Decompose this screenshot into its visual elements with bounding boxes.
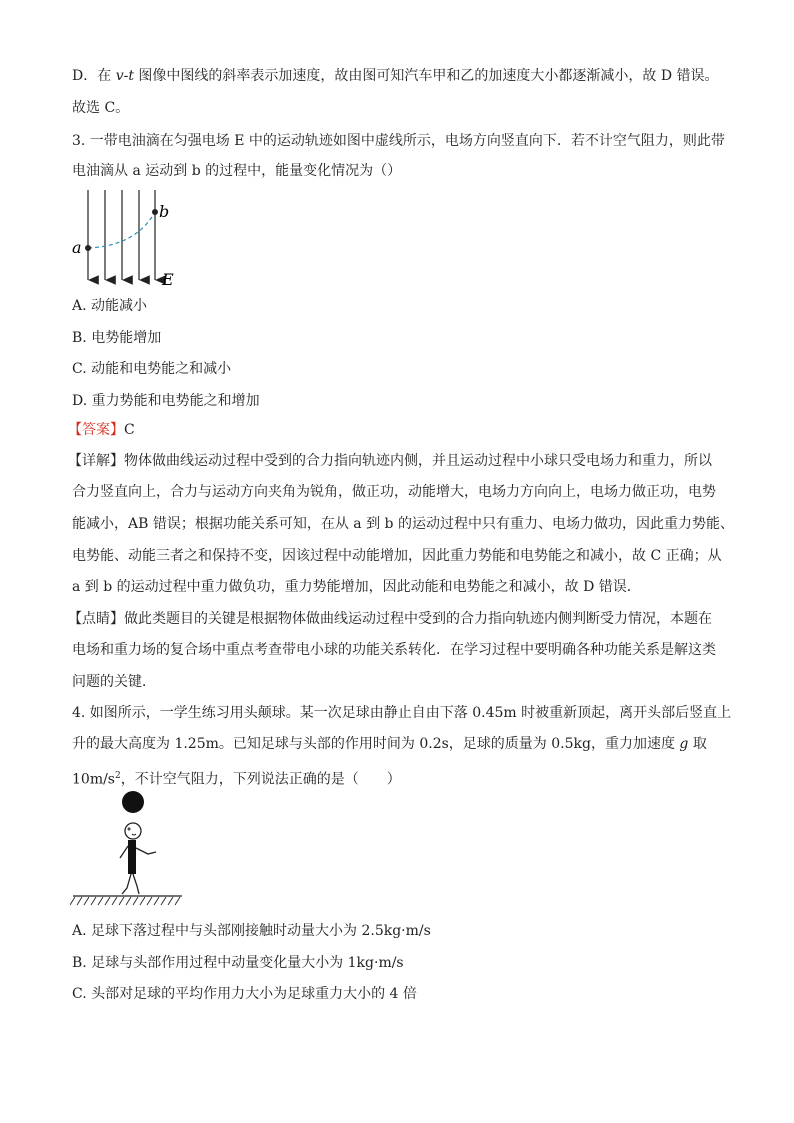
q4-option-c: C. 头部对足球的平均作用力大小为足球重力大小的 4 倍 <box>72 986 417 1002</box>
q3-tip-3: 问题的关键． <box>72 674 156 690</box>
q4-option-b: B. 足球与头部作用过程中动量变化量大小为 1kg·m/s <box>72 955 404 971</box>
q3-stem-2: 电油滴从 a 运动到 b 的过程中，能量变化情况为（） <box>72 163 402 179</box>
line-choose-c: 故选 C。 <box>72 100 130 116</box>
label-b: b <box>159 202 170 221</box>
student-body <box>128 840 136 874</box>
q3-option-d: D. 重力势能和电势能之和增加 <box>72 393 260 409</box>
q4-student-figure <box>70 788 190 913</box>
answer-tag: 【答案】 <box>68 422 124 438</box>
q3-option-a: A. 动能减小 <box>72 298 148 314</box>
q3-option-b: B. 电势能增加 <box>72 330 162 346</box>
student-arms <box>120 846 156 858</box>
student-head <box>125 823 141 839</box>
label-E: E <box>162 270 174 289</box>
q3-field-figure <box>66 190 186 290</box>
tip-tag: 【点睛】 <box>68 611 124 627</box>
q3-stem-1: 3. 一带电油滴在匀强电场 E 中的运动轨迹如图中虚线所示，电场方向竖直向下．若不计空气阻力，则此带 <box>72 133 725 149</box>
detail-tag: 【详解】 <box>68 453 124 469</box>
point-b <box>152 209 158 215</box>
q3-option-c: C. 动能和电势能之和减小 <box>72 361 232 377</box>
q4-option-a: A. 足球下落过程中与头部刚接触时动量大小为 2.5kg·m/s <box>72 923 431 939</box>
line-prev-d: D．在 v-t 图像中图线的斜率表示加速度，故由图可知汽车甲和乙的加速度大小都逐渐减小，故 D 错误。 <box>72 68 719 84</box>
q3-detail-3: 能减小，AB 错误；根据功能关系可知，在从 a 到 b 的运动过程中只有重力、电场力做功，因此重力势能、 <box>72 516 734 532</box>
soccer-ball <box>122 791 144 813</box>
point-a <box>85 245 91 251</box>
q3-detail-4: 电势能、动能三者之和保持不变，因该过程中动能增加，因此重力势能和电势能之和减小，故 C 正确；从 <box>72 548 722 564</box>
q3-answer <box>68 420 135 440</box>
answer-value: C <box>124 422 135 438</box>
q4-stem-3: $10m/s^2$，不计空气阻力，下列说法正确的是（ ） <box>72 771 401 788</box>
label-a: a <box>72 238 82 257</box>
q3-detail-1: 【详解】物体做曲线运动过程中受到的合力指向轨迹内侧，并且运动过程中小球只受电场力和重力，所以 <box>68 453 712 469</box>
q3-tip-1: 【点睛】做此类题目的关键是根据物体做曲线运动过程中受到的合力指向轨迹内侧判断受力情况，本题在 <box>68 611 712 627</box>
q4-stem-1: 4. 如图所示，一学生练习用头颠球。某一次足球由静止自由下落 0.45m 时被重新顶起，离开头部后竖直上 <box>72 705 732 721</box>
q3-detail-2: 合力竖直向上，合力与运动方向夹角为锐角，做正功，动能增大，电场力方向向上，电场力做正功，电势 <box>72 484 716 500</box>
q3-tip-2: 电场和重力场的复合场中重点考查带电小球的功能关系转化．在学习过程中要明确各种功能关系是解这类 <box>72 642 716 658</box>
q3-detail-5: a 到 b 的运动过程中重力做负功，重力势能增加，因此动能和电势能之和减小，故 D 错误． <box>72 579 641 595</box>
q4-stem-2: 升的最大高度为 1.25m。已知足球与头部的作用时间为 0.2s，足球的质量为 0.5kg，重力加速度 g 取 <box>72 736 707 752</box>
student-legs <box>122 874 139 894</box>
